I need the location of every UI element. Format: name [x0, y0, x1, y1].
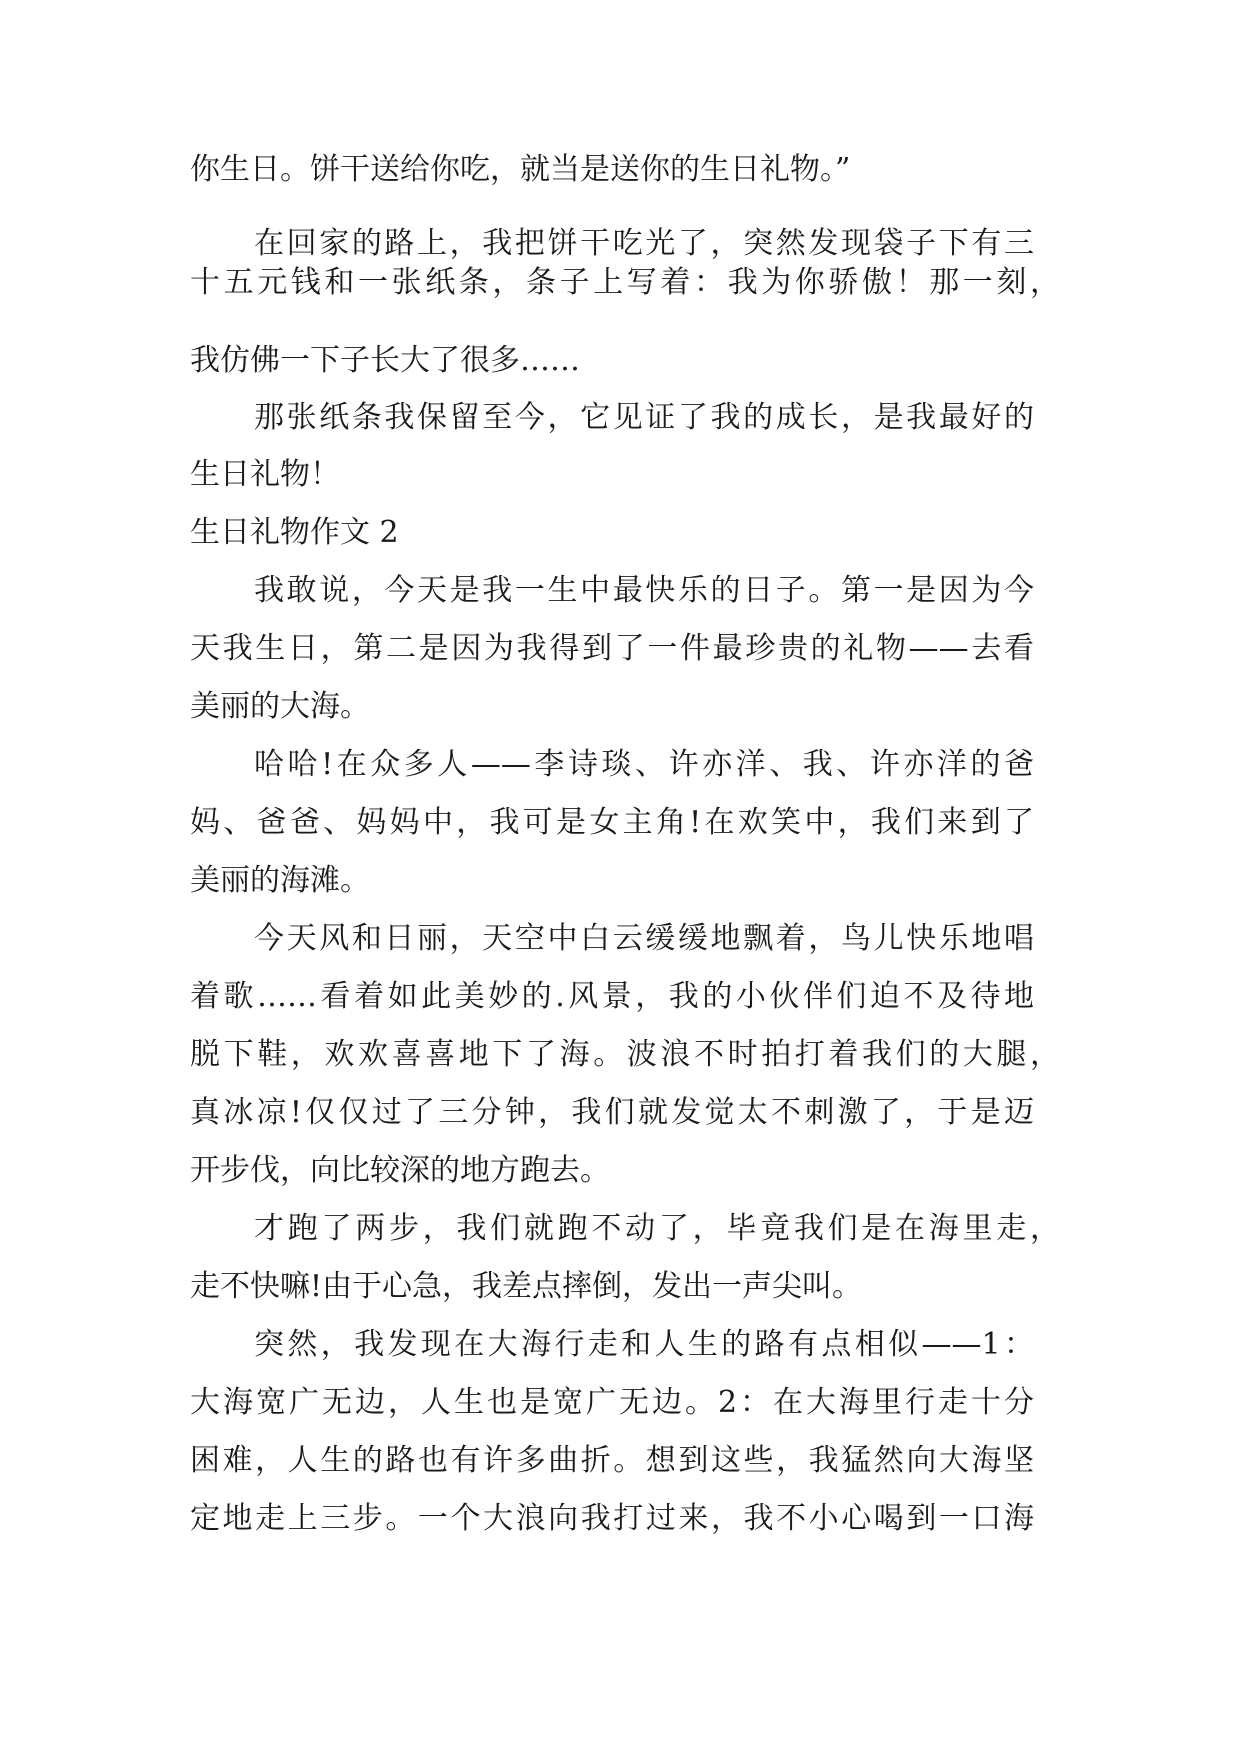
- text-line: 十五元钱和一张纸条，条子上写着：我为你骄傲！那一刻，: [190, 265, 1060, 300]
- text-line: 我仿佛一下子长大了很多……: [190, 343, 580, 378]
- text-line: 开步伐，向比较深的地方跑去。: [190, 1153, 610, 1188]
- text-line: 才跑了两步，我们就跑不动了，毕竟我们是在海里走，: [254, 1211, 1060, 1246]
- text-line: 天我生日，第二是因为我得到了一件最珍贵的礼物——去看: [190, 631, 1034, 666]
- text-line: 真冰凉!仅仅过了三分钟，我们就发觉太不刺激了，于是迈: [190, 1095, 1034, 1130]
- text-line: 我敢说，今天是我一生中最快乐的日子。第一是因为今: [254, 573, 1034, 608]
- text-line: 在回家的路上，我把饼干吃光了，突然发现袋子下有三: [254, 226, 1034, 261]
- text-line: 美丽的海滩。: [190, 863, 370, 898]
- text-line: 大海宽广无边，人生也是宽广无边。2：在大海里行走十分: [190, 1385, 1034, 1420]
- text-line: 走不快嘛!由于心急，我差点摔倒，发出一声尖叫。: [190, 1269, 863, 1304]
- text-line: 脱下鞋，欢欢喜喜地下了海。波浪不时拍打着我们的大腿，: [190, 1037, 1060, 1072]
- text-line: 定地走上三步。一个大浪向我打过来，我不小心喝到一口海: [190, 1501, 1034, 1536]
- text-line: 着歌……看着如此美妙的.风景，我的小伙伴们迫不及待地: [190, 979, 1034, 1014]
- text-line: 生日礼物！: [190, 457, 340, 492]
- text-line: 困难，人生的路也有许多曲折。想到这些，我猛然向大海坚: [190, 1443, 1034, 1478]
- text-line: 妈、爸爸、妈妈中，我可是女主角!在欢笑中，我们来到了: [190, 805, 1034, 840]
- text-line: 美丽的大海。: [190, 689, 370, 724]
- section-heading: 生日礼物作文 2: [190, 515, 399, 550]
- text-line: 哈哈!在众多人——李诗琰、许亦洋、我、许亦洋的爸: [254, 747, 1034, 782]
- text-line: 那张纸条我保留至今，它见证了我的成长，是我最好的: [254, 400, 1034, 435]
- text-line: 今天风和日丽，天空中白云缓缓地飘着，鸟儿快乐地唱: [254, 921, 1034, 956]
- text-line: 你生日。饼干送给你吃，就当是送你的生日礼物。”: [190, 152, 851, 187]
- text-line: 突然，我发现在大海行走和人生的路有点相似——1：: [254, 1327, 1034, 1362]
